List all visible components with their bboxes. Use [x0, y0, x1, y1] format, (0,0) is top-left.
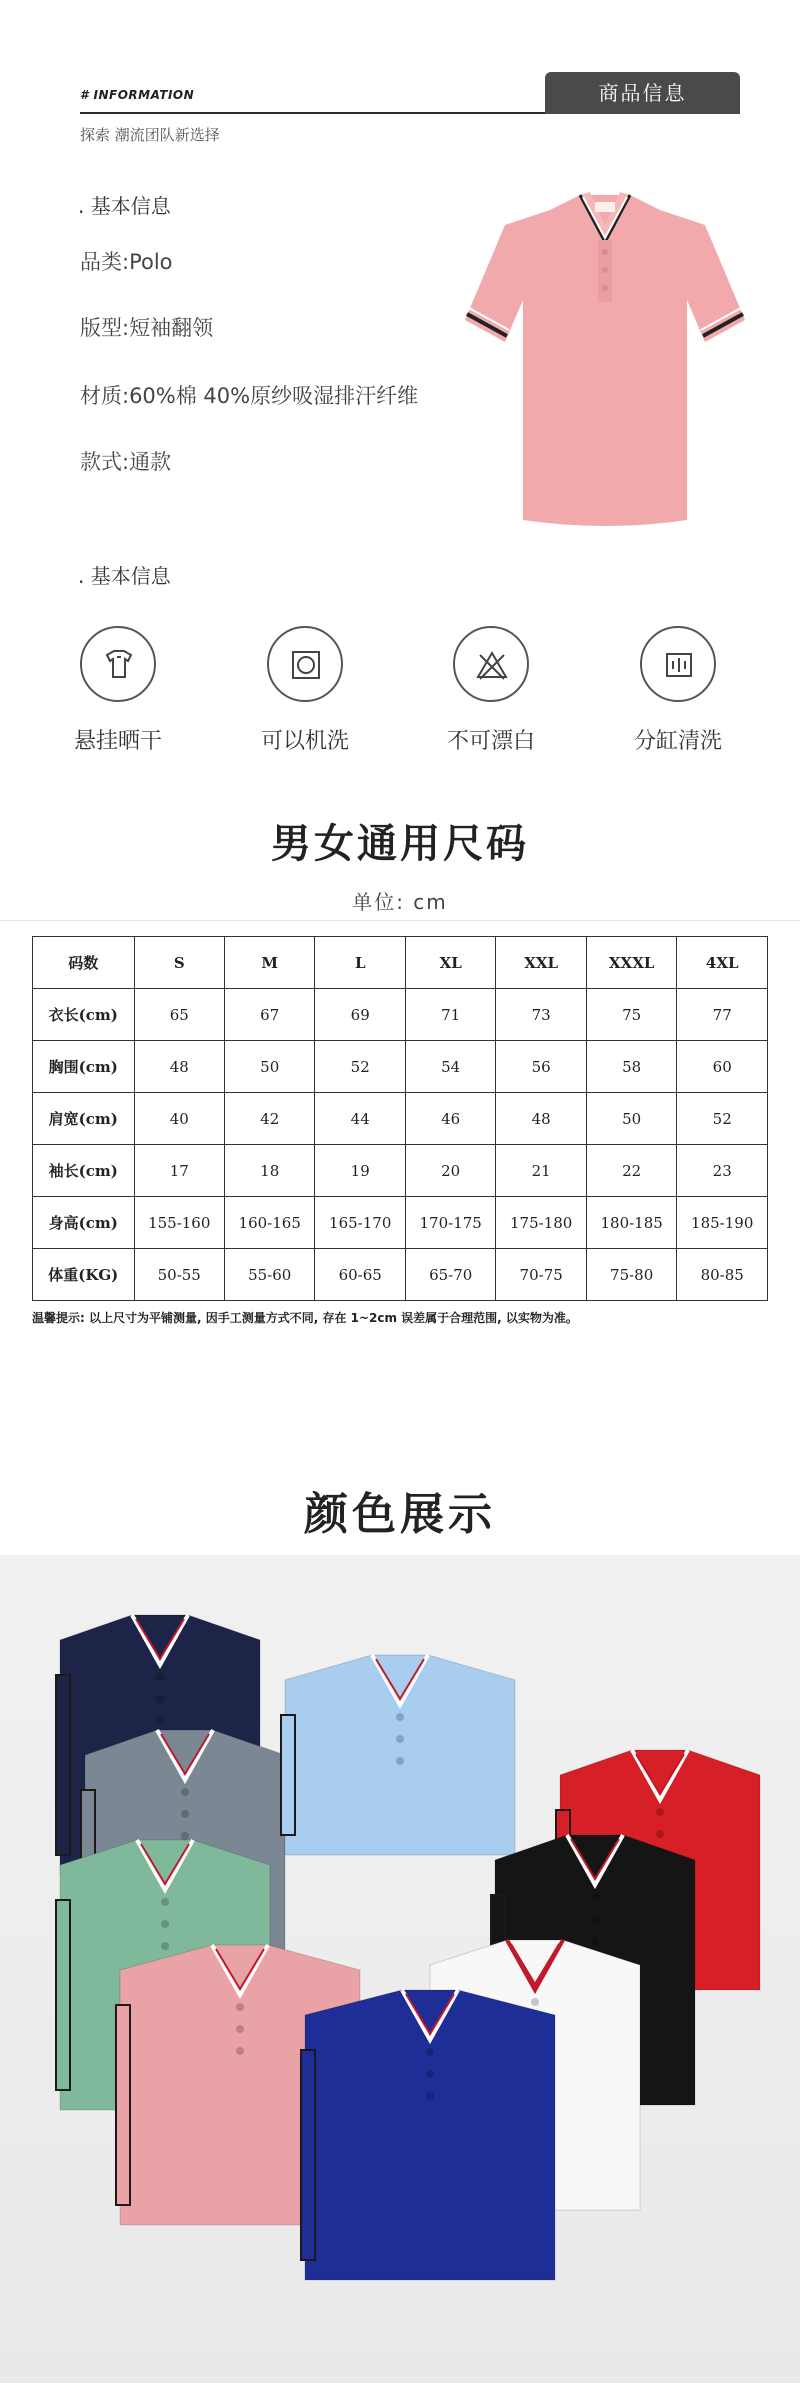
table-cell: 185-190 [677, 1197, 768, 1249]
header-cell: L [315, 937, 405, 989]
table-cell: 19 [315, 1145, 405, 1197]
row-label: 胸围(cm) [33, 1041, 135, 1093]
row-label: 肩宽(cm) [33, 1093, 135, 1145]
basic-info-title: . 基本信息 [78, 194, 171, 218]
table-cell: 77 [677, 989, 768, 1041]
color-display-title: 颜色展示 [304, 1489, 496, 1540]
table-cell: 160-165 [224, 1197, 314, 1249]
table-cell: 155-160 [134, 1197, 224, 1249]
table-cell: 50 [224, 1041, 314, 1093]
polo-collection-image [0, 1555, 800, 2383]
folded-polo-shirt [301, 1990, 555, 2280]
table-cell: 50-55 [134, 1249, 224, 1301]
size-row-shoulder [33, 1093, 768, 1145]
table-cell: 50 [586, 1093, 676, 1145]
header-cell: 4XL [677, 937, 768, 989]
no-bleach-icon [453, 626, 529, 702]
machine-wash-icon [267, 626, 343, 702]
care-label-hang-dry: 悬挂晒干 [73, 729, 162, 754]
hang-dry-icon [80, 626, 156, 702]
table-cell: 70-75 [496, 1249, 586, 1301]
table-cell: 75 [586, 989, 676, 1041]
size-row-sleeve [33, 1145, 768, 1197]
size-chart-note: 温馨提示: 以上尺寸为平铺测量, 因手工测量方式不同, 存在 1~2cm 误差属于合理范围, 以实物为准。 [32, 1311, 578, 1325]
table-cell: 165-170 [315, 1197, 405, 1249]
table-cell: 20 [405, 1145, 495, 1197]
table-cell: 18 [224, 1145, 314, 1197]
table-cell: 48 [496, 1093, 586, 1145]
table-cell: 60 [677, 1041, 768, 1093]
pink-polo-image [455, 180, 755, 540]
care-label-wash-separately: 分缸清洗 [633, 729, 722, 754]
size-chart-title: 男女通用尺码 [271, 821, 529, 867]
table-cell: 42 [224, 1093, 314, 1145]
table-cell: 52 [677, 1093, 768, 1145]
table-cell: 17 [134, 1145, 224, 1197]
spec-category: 品类:Polo [80, 250, 173, 274]
size-row-chest [33, 1041, 768, 1093]
table-cell: 54 [405, 1041, 495, 1093]
table-cell: 65-70 [405, 1249, 495, 1301]
table-cell: 40 [134, 1093, 224, 1145]
table-cell: 170-175 [405, 1197, 495, 1249]
header-cell: XXL [496, 937, 586, 989]
table-cell: 65 [134, 989, 224, 1041]
table-cell: 55-60 [224, 1249, 314, 1301]
table-cell: 73 [496, 989, 586, 1041]
spec-style: 款式:通款 [80, 450, 172, 474]
table-cell: 67 [224, 989, 314, 1041]
size-table [32, 936, 768, 1301]
wash-separately-icon [640, 626, 716, 702]
row-label: 体重(KG) [33, 1249, 135, 1301]
table-cell: 180-185 [586, 1197, 676, 1249]
table-cell: 21 [496, 1145, 586, 1197]
size-row-length [33, 989, 768, 1041]
product-info-tag: 商品信息 [545, 72, 740, 114]
size-row-height [33, 1197, 768, 1249]
row-label: 袖长(cm) [33, 1145, 135, 1197]
size-header-row [33, 937, 768, 989]
size-row-weight [33, 1249, 768, 1301]
table-cell: 60-65 [315, 1249, 405, 1301]
care-label-machine-wash: 可以机洗 [260, 729, 349, 754]
row-label: 身高(cm) [33, 1197, 135, 1249]
table-cell: 175-180 [496, 1197, 586, 1249]
table-cell: 46 [405, 1093, 495, 1145]
table-cell: 71 [405, 989, 495, 1041]
spec-fit: 版型:短袖翻领 [80, 316, 214, 340]
table-cell: 56 [496, 1041, 586, 1093]
folded-polo-shirt [281, 1655, 515, 1855]
table-cell: 69 [315, 989, 405, 1041]
header-cell: S [134, 937, 224, 989]
table-cell: 22 [586, 1145, 676, 1197]
spec-material: 材质:60%棉 40%原纱吸湿排汗纤维 [80, 384, 419, 408]
table-cell: 58 [586, 1041, 676, 1093]
care-label-no-bleach: 不可漂白 [446, 729, 535, 754]
table-cell: 23 [677, 1145, 768, 1197]
header-cell: XXXL [586, 937, 676, 989]
header-cell: M [224, 937, 314, 989]
header-cell: 码数 [33, 937, 135, 989]
row-label: 衣长(cm) [33, 989, 135, 1041]
table-cell: 44 [315, 1093, 405, 1145]
table-cell: 80-85 [677, 1249, 768, 1301]
care-section-title: . 基本信息 [78, 564, 171, 588]
table-cell: 48 [134, 1041, 224, 1093]
size-chart-divider [0, 920, 800, 921]
table-cell: 52 [315, 1041, 405, 1093]
header-subtitle: 探索 潮流团队新选择 [80, 126, 220, 144]
information-label: # INFORMATION [80, 88, 195, 102]
table-cell: 75-80 [586, 1249, 676, 1301]
header-cell: XL [405, 937, 495, 989]
color-display-photo [0, 1555, 800, 2383]
size-chart-unit: 单位: cm [352, 890, 448, 914]
